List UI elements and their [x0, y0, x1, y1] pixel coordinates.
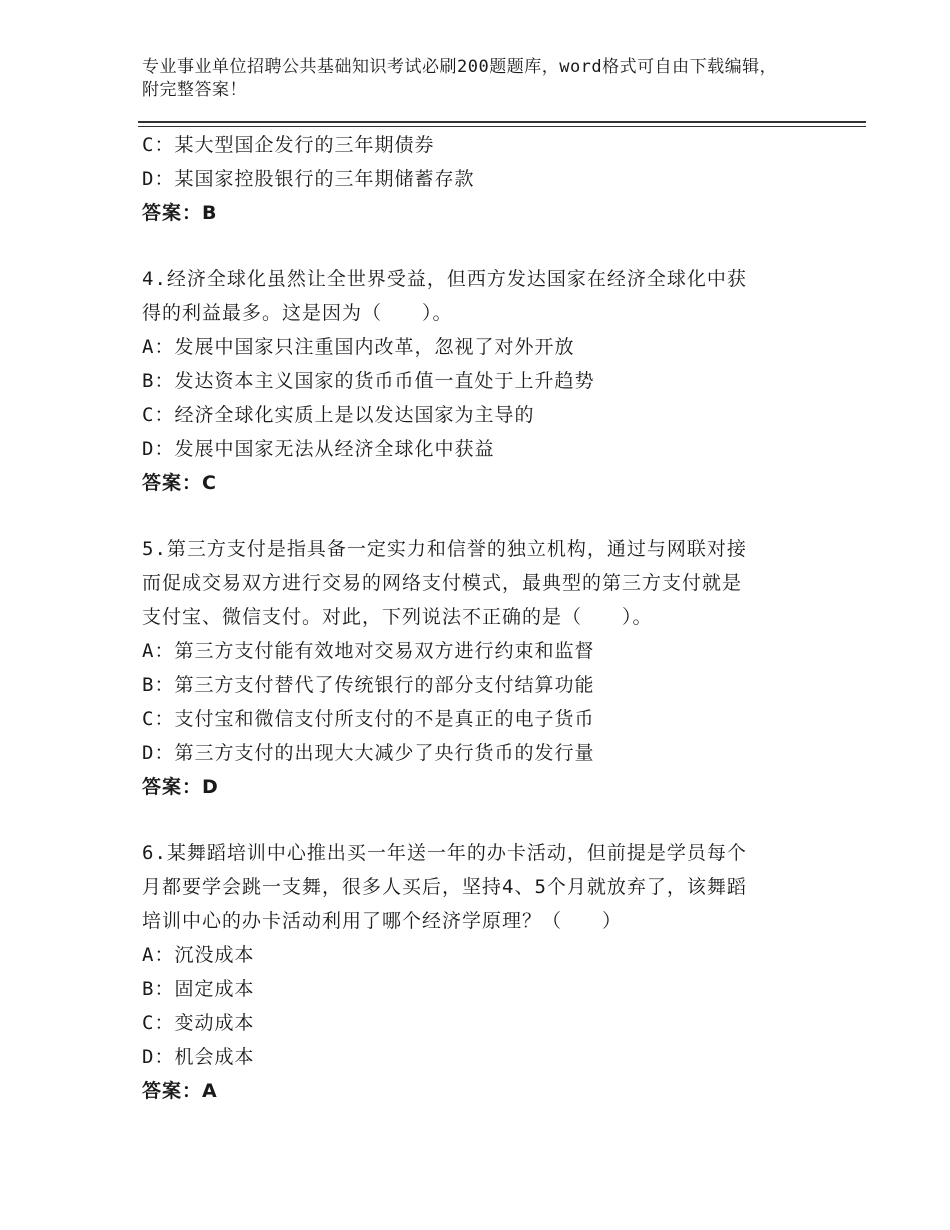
option-a: A：第三方支付能有效地对交易双方进行约束和监督 [142, 640, 595, 662]
stem-line: 5.第三方支付是指具备一定实力和信誉的独立机构，通过与网联对接 [142, 538, 747, 560]
stem-line: 6.某舞蹈培训中心推出买一年送一年的办卡活动，但前提是学员每个 [142, 842, 747, 864]
stem-line: 培训中心的办卡活动利用了哪个经济学原理？（ ） [142, 910, 623, 932]
stem-line: 月都要学会跳一支舞，很多人买后，坚持4、5个月就放弃了，该舞蹈 [142, 876, 747, 898]
page-header [142, 56, 792, 102]
option-b: B：第三方支付替代了传统银行的部分支付结算功能 [142, 674, 595, 696]
question-stem [142, 836, 842, 938]
answer-label: 答案：D [142, 776, 219, 798]
option-b: B：固定成本 [142, 978, 255, 1000]
option-c: C：经济全球化实质上是以发达国家为主导的 [142, 404, 535, 426]
question-block-6 [142, 836, 842, 1108]
answer-label: 答案：B [142, 202, 218, 224]
header-text: 专业事业单位招聘公共基础知识考试必刷200题题库，word格式可自由下载编辑，附完整答案！ [142, 57, 778, 100]
question-block-3 [142, 128, 842, 230]
answer-label: 答案：C [142, 472, 217, 494]
header-rule-thin [138, 126, 866, 127]
answer-label: 答案：A [142, 1080, 218, 1102]
option-d: D：发展中国家无法从经济全球化中获益 [142, 438, 495, 460]
option-b: B：发达资本主义国家的货币币值一直处于上升趋势 [142, 370, 595, 392]
question-stem [142, 262, 842, 330]
question-list [142, 128, 842, 1108]
option-c: C：支付宝和微信支付所支付的不是真正的电子货币 [142, 708, 595, 730]
stem-line: 支付宝、微信支付。对此，下列说法不正确的是（ ）。 [142, 606, 653, 628]
question-block-5 [142, 532, 842, 804]
stem-line: 而促成交易双方进行交易的网络支付模式，最典型的第三方支付就是 [142, 572, 743, 594]
option-c: C：某大型国企发行的三年期债券 [142, 134, 435, 156]
option-a: A：发展中国家只注重国内改革，忽视了对外开放 [142, 336, 575, 358]
question-stem [142, 532, 842, 634]
question-block-4 [142, 262, 842, 500]
option-d: D：第三方支付的出现大大减少了央行货币的发行量 [142, 742, 595, 764]
stem-line: 得的利益最多。这是因为（ ）。 [142, 302, 453, 324]
header-rule-thick [138, 121, 866, 123]
option-d: D：机会成本 [142, 1046, 255, 1068]
option-a: A：沉没成本 [142, 944, 255, 966]
option-c: C：变动成本 [142, 1012, 255, 1034]
stem-line: 4.经济全球化虽然让全世界受益，但西方发达国家在经济全球化中获 [142, 268, 747, 290]
option-d: D：某国家控股银行的三年期储蓄存款 [142, 168, 475, 190]
